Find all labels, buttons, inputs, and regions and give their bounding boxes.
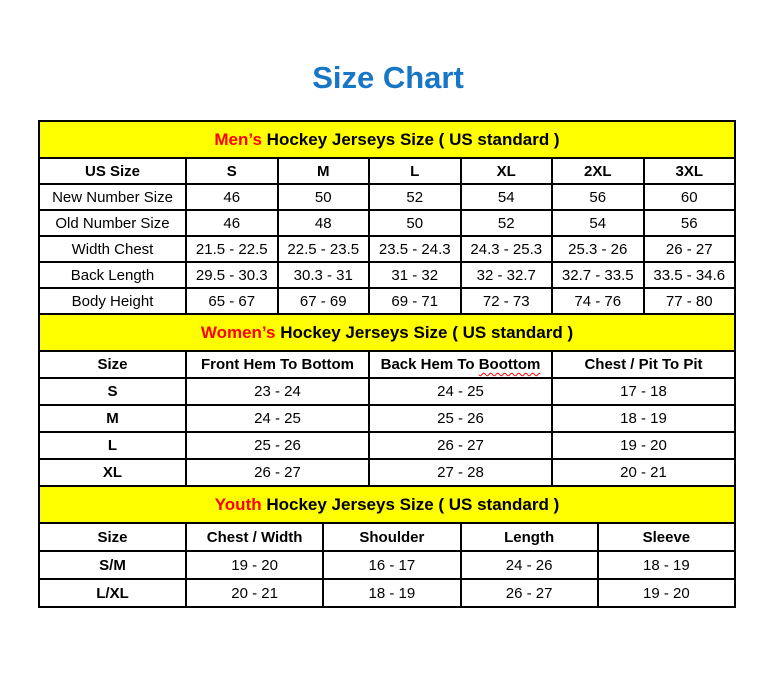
row-label: M bbox=[39, 405, 186, 432]
youth-section-title bbox=[39, 486, 735, 523]
table-cell: 48 bbox=[278, 210, 370, 236]
back-hem-label: Back Hem To bbox=[380, 356, 475, 373]
column-header: US Size bbox=[39, 158, 186, 184]
column-header: Size bbox=[39, 351, 186, 378]
womens-title-rest: Hockey Jerseys Size ( US standard ) bbox=[280, 322, 574, 342]
youth-column-header-row bbox=[39, 523, 735, 551]
table-cell: 25 - 26 bbox=[369, 405, 552, 432]
table-cell: 29.5 - 30.3 bbox=[186, 262, 278, 288]
womens-column-header-row bbox=[39, 351, 735, 378]
table-cell: 65 - 67 bbox=[186, 288, 278, 314]
column-header: M bbox=[278, 158, 370, 184]
table-cell: 18 - 19 bbox=[323, 579, 460, 607]
table-cell: 26 - 27 bbox=[461, 579, 598, 607]
table-cell: 25 - 26 bbox=[186, 432, 369, 459]
mens-section-title bbox=[39, 121, 735, 158]
table-cell: 26 - 27 bbox=[369, 432, 552, 459]
row-label: XL bbox=[39, 459, 186, 486]
table-row bbox=[39, 551, 735, 579]
row-label: Body Height bbox=[39, 288, 186, 314]
row-label: Back Length bbox=[39, 262, 186, 288]
table-cell: 32.7 - 33.5 bbox=[552, 262, 644, 288]
youth-size-table bbox=[38, 485, 736, 608]
table-row bbox=[39, 210, 735, 236]
womens-section-title bbox=[39, 314, 735, 351]
table-cell: 25.3 - 26 bbox=[552, 236, 644, 262]
spellcheck-underlined-word: Boottom bbox=[478, 356, 541, 373]
column-header: Size bbox=[39, 523, 186, 551]
table-cell: 23 - 24 bbox=[186, 378, 369, 405]
row-label: S bbox=[39, 378, 186, 405]
table-cell: 54 bbox=[552, 210, 644, 236]
mens-column-header-row bbox=[39, 158, 735, 184]
table-cell: 52 bbox=[461, 210, 553, 236]
table-cell: 23.5 - 24.3 bbox=[369, 236, 461, 262]
table-cell: 17 - 18 bbox=[552, 378, 735, 405]
column-header: Chest / Width bbox=[186, 523, 323, 551]
mens-size-table bbox=[38, 120, 736, 315]
table-cell: 54 bbox=[461, 184, 553, 210]
column-header-back-hem bbox=[369, 351, 552, 378]
table-cell: 56 bbox=[552, 184, 644, 210]
table-cell: 74 - 76 bbox=[552, 288, 644, 314]
table-cell: 50 bbox=[369, 210, 461, 236]
column-header: Front Hem To Bottom bbox=[186, 351, 369, 378]
column-header: XL bbox=[461, 158, 553, 184]
table-cell: 19 - 20 bbox=[552, 432, 735, 459]
table-cell: 50 bbox=[278, 184, 370, 210]
row-label: Old Number Size bbox=[39, 210, 186, 236]
column-header: Length bbox=[461, 523, 598, 551]
table-cell: 24 - 26 bbox=[461, 551, 598, 579]
table-cell: 69 - 71 bbox=[369, 288, 461, 314]
table-cell: 16 - 17 bbox=[323, 551, 460, 579]
column-header: L bbox=[369, 158, 461, 184]
table-cell: 32 - 32.7 bbox=[461, 262, 553, 288]
table-cell: 18 - 19 bbox=[552, 405, 735, 432]
table-cell: 26 - 27 bbox=[644, 236, 736, 262]
row-label: New Number Size bbox=[39, 184, 186, 210]
table-row bbox=[39, 432, 735, 459]
row-label: L bbox=[39, 432, 186, 459]
table-row bbox=[39, 262, 735, 288]
table-cell: 46 bbox=[186, 184, 278, 210]
table-row bbox=[39, 288, 735, 314]
row-label: Width Chest bbox=[39, 236, 186, 262]
table-cell: 27 - 28 bbox=[369, 459, 552, 486]
table-cell: 22.5 - 23.5 bbox=[278, 236, 370, 262]
table-cell: 19 - 20 bbox=[186, 551, 323, 579]
table-row bbox=[39, 579, 735, 607]
table-cell: 72 - 73 bbox=[461, 288, 553, 314]
table-row bbox=[39, 378, 735, 405]
mens-title-rest: Hockey Jerseys Size ( US standard ) bbox=[266, 129, 560, 149]
table-row bbox=[39, 405, 735, 432]
table-cell: 26 - 27 bbox=[186, 459, 369, 486]
youth-section-header-row bbox=[39, 486, 735, 523]
table-cell: 21.5 - 22.5 bbox=[186, 236, 278, 262]
womens-size-table bbox=[38, 313, 736, 487]
table-cell: 52 bbox=[369, 184, 461, 210]
size-chart-tables bbox=[38, 120, 736, 608]
table-cell: 24 - 25 bbox=[369, 378, 552, 405]
table-cell: 77 - 80 bbox=[644, 288, 736, 314]
table-cell: 20 - 21 bbox=[552, 459, 735, 486]
table-cell: 67 - 69 bbox=[278, 288, 370, 314]
table-cell: 24.3 - 25.3 bbox=[461, 236, 553, 262]
table-cell: 33.5 - 34.6 bbox=[644, 262, 736, 288]
mens-section-header-row bbox=[39, 121, 735, 158]
table-cell: 30.3 - 31 bbox=[278, 262, 370, 288]
column-header: Sleeve bbox=[598, 523, 735, 551]
page-title: Size Chart bbox=[312, 60, 464, 95]
table-cell: 20 - 21 bbox=[186, 579, 323, 607]
column-header: 3XL bbox=[644, 158, 736, 184]
column-header: Chest / Pit To Pit bbox=[552, 351, 735, 378]
youth-title-highlight: Youth bbox=[214, 494, 262, 514]
table-cell: 56 bbox=[644, 210, 736, 236]
youth-title-rest: Hockey Jerseys Size ( US standard ) bbox=[266, 494, 560, 514]
table-row bbox=[39, 459, 735, 486]
column-header: 2XL bbox=[552, 158, 644, 184]
row-label: S/M bbox=[39, 551, 186, 579]
table-cell: 46 bbox=[186, 210, 278, 236]
column-header: Shoulder bbox=[323, 523, 460, 551]
mens-title-highlight: Men’s bbox=[214, 129, 262, 149]
table-row bbox=[39, 236, 735, 262]
row-label: L/XL bbox=[39, 579, 186, 607]
column-header: S bbox=[186, 158, 278, 184]
table-cell: 18 - 19 bbox=[598, 551, 735, 579]
table-cell: 31 - 32 bbox=[369, 262, 461, 288]
womens-title-highlight: Women’s bbox=[200, 322, 276, 342]
table-cell: 19 - 20 bbox=[598, 579, 735, 607]
table-row bbox=[39, 184, 735, 210]
womens-section-header-row bbox=[39, 314, 735, 351]
table-cell: 60 bbox=[644, 184, 736, 210]
table-cell: 24 - 25 bbox=[186, 405, 369, 432]
